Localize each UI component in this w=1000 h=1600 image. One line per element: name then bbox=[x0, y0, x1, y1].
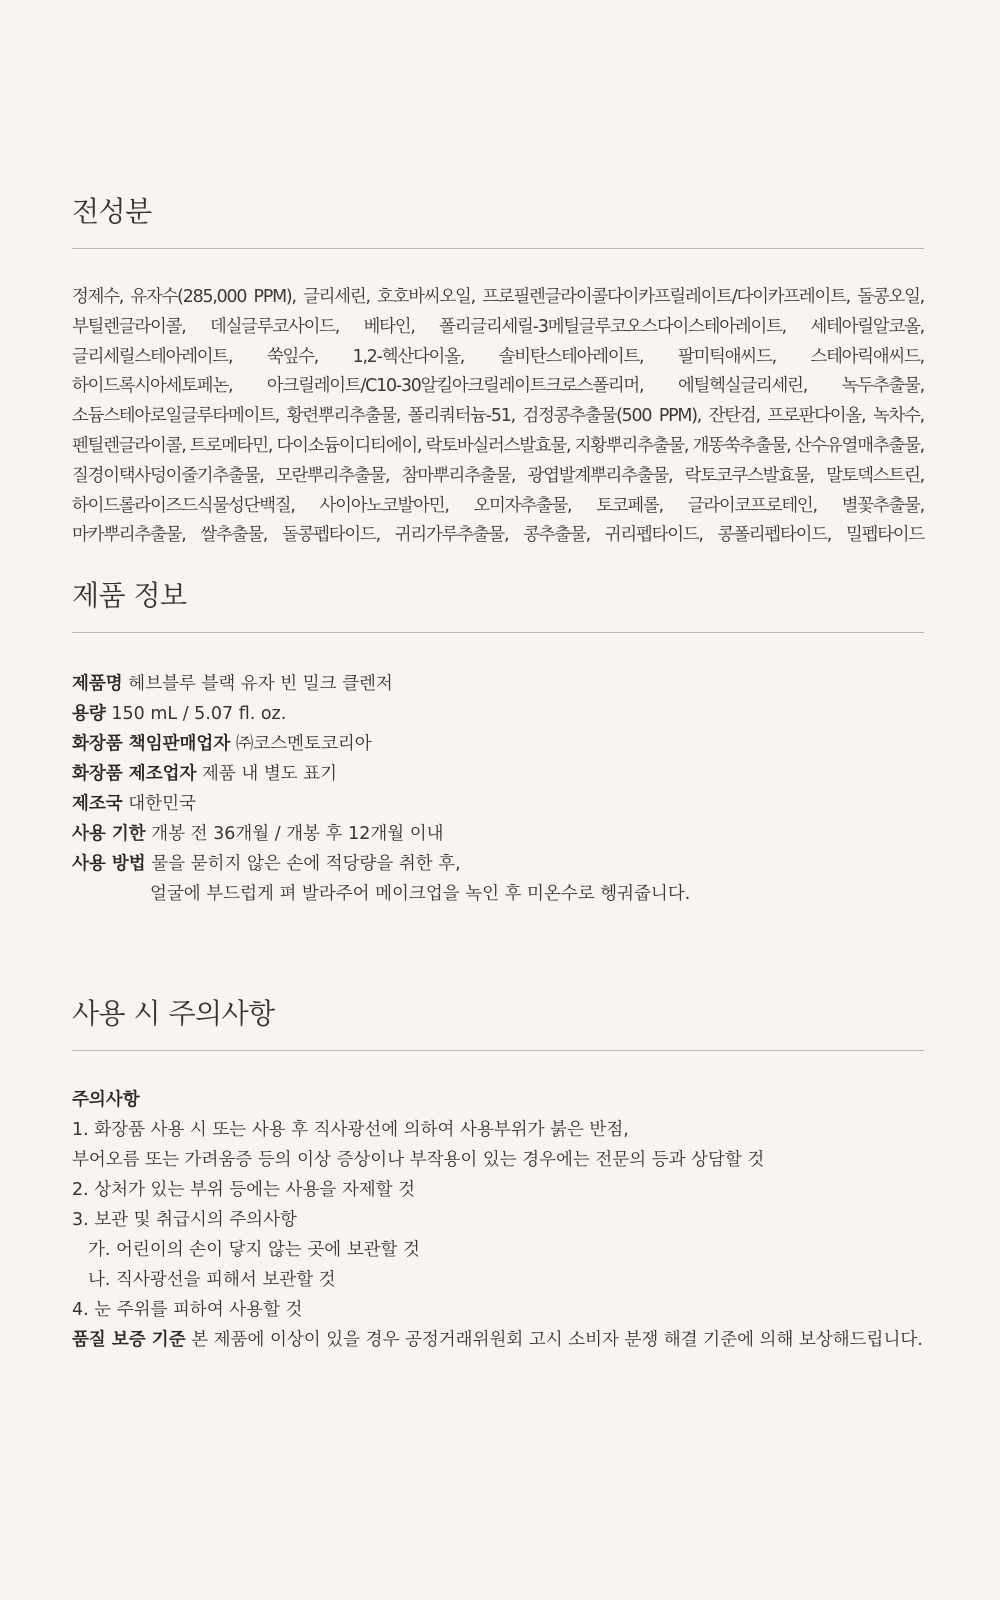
info-label: 사용 방법 bbox=[72, 854, 146, 874]
info-value: 개봉 전 36개월 / 개봉 후 12개월 이내 bbox=[151, 824, 444, 844]
info-row-distributor bbox=[72, 729, 924, 759]
warranty-line bbox=[72, 1325, 924, 1355]
caution-title: 사용 시 주의사항 bbox=[72, 997, 275, 1030]
ingredients-section bbox=[72, 190, 924, 569]
warranty-text: 본 제품에 이상이 있을 경우 공정거래위원회 고시 소비자 분쟁 해결 기준에 의해 보상해드립니다. bbox=[191, 1330, 923, 1350]
product-info-section bbox=[72, 574, 924, 909]
info-value: 헤브블루 블랙 유자 빈 밀크 클렌저 bbox=[128, 674, 393, 694]
info-value: 제품 내 별도 표기 bbox=[202, 764, 338, 784]
caution-line: 1. 화장품 사용 시 또는 사용 후 직사광선에 의하여 사용부위가 붉은 반점, bbox=[72, 1120, 629, 1140]
info-value: 물을 묻히지 않은 손에 적당량을 취한 후, bbox=[151, 854, 461, 874]
caution-line: 2. 상처가 있는 부위 등에는 사용을 자제할 것 bbox=[72, 1180, 416, 1200]
caution-line: 3. 보관 및 취급시의 주의사항 bbox=[72, 1210, 297, 1230]
section-divider bbox=[72, 248, 924, 249]
caution-list bbox=[72, 1085, 924, 1355]
warranty-label: 품질 보증 기준 bbox=[72, 1330, 186, 1350]
info-label: 화장품 제조업자 bbox=[72, 764, 197, 784]
info-label: 제조국 bbox=[72, 794, 123, 814]
caution-section bbox=[72, 992, 924, 1355]
info-value: 대한민국 bbox=[128, 794, 196, 814]
info-row-volume bbox=[72, 699, 924, 729]
info-value: 150 mL / 5.07 fl. oz. bbox=[111, 704, 287, 724]
product-info-title: 제품 정보 bbox=[72, 579, 187, 612]
product-info-list bbox=[72, 669, 924, 909]
info-row-expiry bbox=[72, 819, 924, 849]
caution-heading: 주의사항 bbox=[72, 1090, 140, 1110]
caution-line: 부어오름 또는 가려움증 등의 이상 증상이나 부작용이 있는 경우에는 전문의 등과 상담할 것 bbox=[72, 1150, 765, 1170]
info-row-product-name bbox=[72, 669, 924, 699]
section-divider bbox=[72, 1050, 924, 1051]
caution-line: 4. 눈 주위를 피하여 사용할 것 bbox=[72, 1300, 303, 1320]
section-divider bbox=[72, 632, 924, 633]
info-row-usage bbox=[72, 849, 924, 879]
info-usage-continued: 얼굴에 부드럽게 펴 발라주어 메이크업을 녹인 후 미온수로 헹궈줍니다. bbox=[150, 884, 691, 904]
info-label: 용량 bbox=[72, 704, 106, 724]
ingredients-list: 정제수, 유자수(285,000 PPM), 글리세린, 호호바씨오일, 프로필렌글라이콜다이카프릴레이트/다이카프레이트, 돌콩오일, 부틸렌글라이콜, 데실글루코사이드, 베타인, 폴리글리세릴-3메틸글루코오스다이스테아레이트, 세테아릴알코올, 글리세릴스테아레이트, 쑥잎수, 1,2-헥산다이올, 솔비탄스테아레이트, 팔미틱애씨드, 스테아릭애씨드, 하이드록시아세토페논, 아크릴레이트/C10-30알킬아크릴레이트크로스폴리머, 에틸헥실글리세린, 녹두추출물, 소듐스테아로일글루타메이트, 황련뿌리추출물, 폴리쿼터늄-51, 검정콩추출물(500 PPM), 잔탄검, 프로판다이올, 녹차수, 펜틸렌글라이콜, 트로메타민, 다이소듐이디티에이, 락토바실러스발효물, 지황뿌리추출물, 개똥쑥추출물, 산수유열매추출물, 질경이택사덩이줄기추출물, 모란뿌리추출물, 참마뿌리추출물, 광엽발계뿌리추출물, 락토코쿠스발효물, 말토덱스트린, 하이드롤라이즈드식물성단백질, 사이아노코발아민, 오미자추출물, 토코페롤, 글라이코프로테인, 별꽃추출물, 마카뿌리추출물, 쌀추출물, 돌콩펩타이드, 귀리가루추출물, 콩추출물, 귀리펩타이드, 콩폴리펩타이드, 밀펩타이드 bbox=[72, 287, 924, 546]
info-value: ㈜코스멘토코리아 bbox=[235, 734, 372, 754]
caution-sub-line: 가. 어린이의 손이 닿지 않는 곳에 보관할 것 bbox=[88, 1240, 420, 1260]
info-row-country bbox=[72, 789, 924, 819]
ingredients-title: 전성분 bbox=[72, 195, 152, 228]
info-label: 사용 기한 bbox=[72, 824, 146, 844]
caution-sub-line: 나. 직사광선을 피해서 보관할 것 bbox=[88, 1270, 336, 1290]
info-label: 제품명 bbox=[72, 674, 123, 694]
info-row-manufacturer bbox=[72, 759, 924, 789]
info-label: 화장품 책임판매업자 bbox=[72, 734, 231, 754]
